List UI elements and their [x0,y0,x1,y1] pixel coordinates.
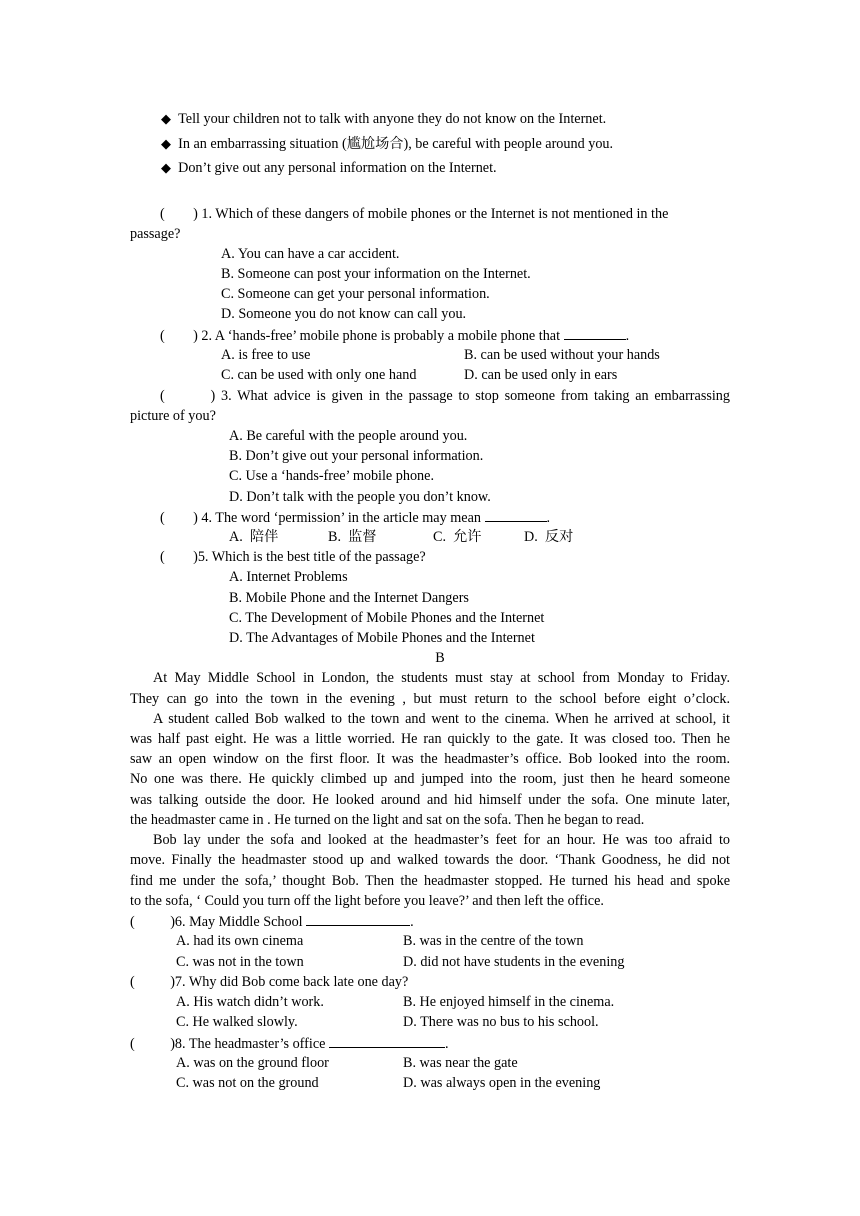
question-1-option-d: D. Someone you do not know can call you. [221,306,467,322]
passage-line: Bob lay under the sofa and looked at the headmaster’s feet for an hour. He was too afraid to [153,832,730,848]
diamond-bullet-icon: ◆ [161,112,171,127]
question-1-option-c: C. Someone can get your personal information. [221,286,490,302]
question-8-option-a: A. was on the ground floor [176,1055,329,1071]
question-5-option-b: B. Mobile Phone and the Internet Dangers [229,590,469,606]
tip-item [161,158,497,179]
question-4-stem [160,507,550,528]
question-5-option-d: D. The Advantages of Mobile Phones and the Internet [229,630,535,646]
passage-line: move. Finally the headmaster stood up and walked towards the door. ‘Thank Goodness, he did not [130,852,730,868]
question-3-stem-cont: picture of you? [130,408,216,424]
question-6-option-a: A. had its own cinema [176,933,304,949]
question-6-option-c: C. was not in the town [176,954,304,970]
question-1-stem: ( ) 1. Which of these dangers of mobile phones or the Internet is not mentioned in the [160,206,669,222]
passage-line: was half past eight. He was a little worried. He ran quickly to the gate. It was closed too. Then he [130,731,730,747]
question-8-stem [130,1033,449,1054]
passage-line: find me under the sofa,’ thought Bob. Then the headmaster stopped. He turned his head and spoke [130,873,730,889]
question-8-option-b: B. was near the gate [403,1055,518,1071]
section-heading: B [435,650,445,666]
question-3-option-a: A. Be careful with the people around you. [229,428,468,444]
tip-item [161,134,613,155]
question-2-option-b: B. can be used without your hands [464,347,660,363]
passage-line: the headmaster came in . He turned on the light and sat on the sofa. Then he began to read. [130,812,645,828]
tip-text: Tell your children not to talk with anyone they do not know on the Internet. [178,111,607,127]
question-4-option-a: A. 陪伴 [229,529,279,545]
question-6-text: ( )6. May Middle School [130,914,307,930]
question-4-end: . [546,510,551,526]
answer-blank [329,1033,445,1048]
question-6-stem [130,911,414,932]
tip-item [161,109,606,130]
passage-line: At May Middle School in London, the students must stay at school from Monday to Friday. [153,670,730,686]
question-8-option-d: D. was always open in the evening [403,1075,601,1091]
question-4-option-d: D. 反对 [524,529,574,545]
question-3-option-b: B. Don’t give out your personal information. [229,448,484,464]
question-7-option-c: C. He walked slowly. [176,1014,298,1030]
question-2-end: . [625,328,630,344]
diamond-bullet-icon: ◆ [161,137,171,152]
passage-line: No one was there. He quickly climbed up and jumped into the room, just then he heard someone [130,771,730,787]
question-1-option-a: A. You can have a car accident. [221,246,400,262]
question-8-end: . [444,1036,449,1052]
question-7-option-d: D. There was no bus to his school. [403,1014,599,1030]
question-3-stem: ( ) 3. What advice is given in the passage to stop someone from taking an embarrassing [160,388,730,404]
answer-blank [485,507,547,522]
question-2-option-c: C. can be used with only one hand [221,367,417,383]
question-3-option-c: C. Use a ‘hands-free’ mobile phone. [229,468,434,484]
passage-line: They can go into the town in the evening , but must return to the school before eight o’clock. [130,691,730,707]
question-6-end: . [410,914,414,930]
question-6-option-d: D. did not have students in the evening [403,954,625,970]
question-3-option-d: D. Don’t talk with the people you don’t know. [229,489,491,505]
diamond-bullet-icon: ◆ [161,161,171,176]
question-2-option-d: D. can be used only in ears [464,367,618,383]
question-2-stem [160,325,629,346]
tip-text: Don’t give out any personal information on the Internet. [178,160,497,176]
passage-line: to the sofa, ‘ Could you turn off the light before you leave?’ and then left the office. [130,893,604,909]
question-7-stem: ( )7. Why did Bob come back late one day? [130,974,409,990]
question-1-option-b: B. Someone can post your information on the Internet. [221,266,531,282]
question-7-option-b: B. He enjoyed himself in the cinema. [403,994,615,1010]
question-8-option-c: C. was not on the ground [176,1075,319,1091]
question-2-option-a: A. is free to use [221,347,311,363]
question-4-text: ( ) 4. The word ‘permission’ in the article may mean [160,510,485,526]
passage-line: A student called Bob walked to the town and went to the cinema. When he arrived at school, it [153,711,730,727]
question-4-option-b: B. 监督 [328,529,377,545]
question-7-option-a: A. His watch didn’t work. [176,994,324,1010]
passage-line: was talking outside the door. He looked around and hid himself under the sofa. One minute later, [130,792,730,808]
question-6-option-b: B. was in the centre of the town [403,933,584,949]
question-1-stem-cont: passage? [130,226,181,242]
question-5-stem: ( )5. Which is the best title of the passage? [160,549,426,565]
tip-text: In an embarrassing situation (尴尬场合), be careful with people around you. [178,136,614,152]
answer-blank [564,325,626,340]
question-2-text: ( ) 2. A ‘hands-free’ mobile phone is probably a mobile phone that [160,328,564,344]
passage-line: saw an open window on the first floor. It was the headmaster’s office. Bob looked into the room. [130,751,730,767]
answer-blank [306,911,410,926]
question-5-option-c: C. The Development of Mobile Phones and the Internet [229,610,545,626]
question-4-option-c: C. 允许 [433,529,482,545]
question-8-text: ( )8. The headmaster’s office [130,1036,329,1052]
question-5-option-a: A. Internet Problems [229,569,348,585]
